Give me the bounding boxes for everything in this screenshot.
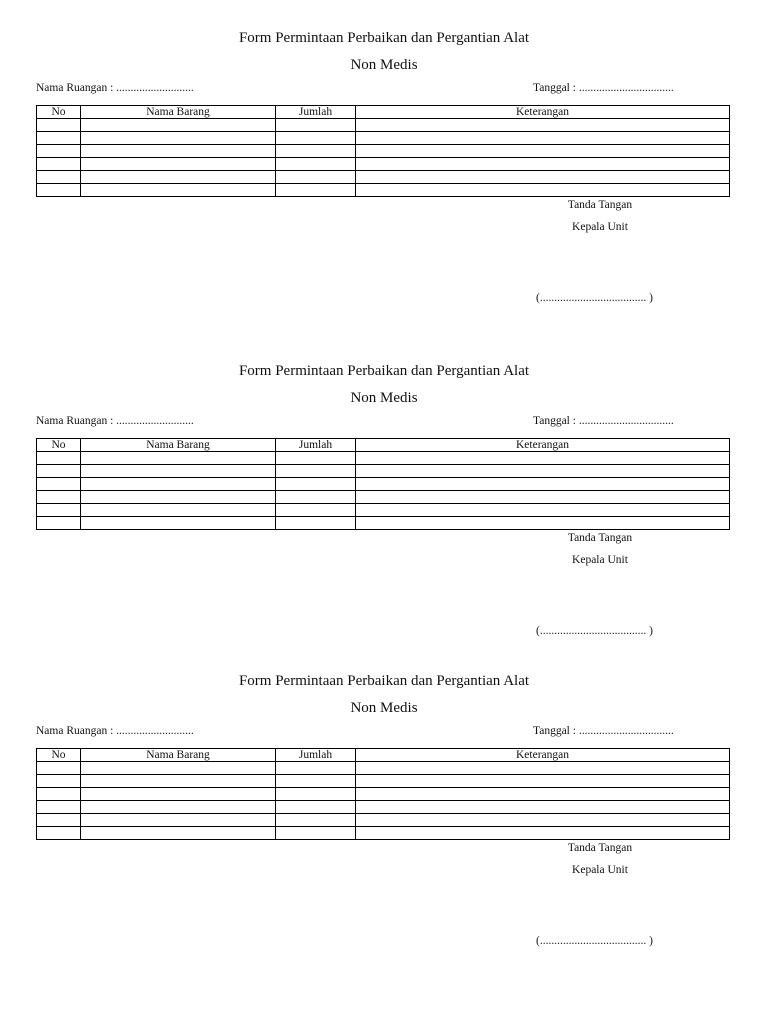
table-row <box>37 814 730 827</box>
table-cell[interactable] <box>81 827 276 840</box>
items-table <box>36 105 730 197</box>
table-cell[interactable] <box>81 119 276 132</box>
table-cell[interactable] <box>37 788 81 801</box>
table-cell[interactable] <box>276 814 356 827</box>
table-cell[interactable] <box>356 184 730 197</box>
table-header-row <box>37 106 730 119</box>
table-row <box>37 775 730 788</box>
table-cell[interactable] <box>37 762 81 775</box>
table-row <box>37 145 730 158</box>
table-cell[interactable] <box>81 158 276 171</box>
date-field: Tanggal : ................................. <box>533 415 674 427</box>
table-cell[interactable] <box>356 158 730 171</box>
table-cell[interactable] <box>81 775 276 788</box>
table-row <box>37 517 730 530</box>
table-cell[interactable] <box>356 119 730 132</box>
table-cell[interactable] <box>37 132 81 145</box>
column-header-no: No <box>37 106 81 119</box>
table-cell[interactable] <box>37 158 81 171</box>
table-row <box>37 801 730 814</box>
table-cell[interactable] <box>356 827 730 840</box>
signature-label: Tanda Tangan <box>567 532 633 544</box>
table-row <box>37 762 730 775</box>
table-cell[interactable] <box>276 145 356 158</box>
table-cell[interactable] <box>81 491 276 504</box>
date-field: Tanggal : ................................. <box>533 725 674 737</box>
signature-blank: (..................................... ) <box>536 625 653 637</box>
repair-request-form-2 <box>0 333 768 653</box>
table-cell[interactable] <box>37 465 81 478</box>
signature-label: Tanda Tangan <box>567 842 633 854</box>
table-cell[interactable] <box>81 788 276 801</box>
table-cell[interactable] <box>37 452 81 465</box>
items-table <box>36 748 730 840</box>
repair-request-form-3 <box>0 643 768 963</box>
table-cell[interactable] <box>276 465 356 478</box>
repair-request-form-1 <box>0 0 768 320</box>
table-cell[interactable] <box>37 801 81 814</box>
table-cell[interactable] <box>37 517 81 530</box>
table-cell[interactable] <box>276 478 356 491</box>
table-cell[interactable] <box>37 775 81 788</box>
signature-label: Tanda Tangan <box>567 199 633 211</box>
table-row <box>37 504 730 517</box>
signature-role: Kepala Unit <box>572 221 628 233</box>
table-cell[interactable] <box>276 504 356 517</box>
items-table <box>36 438 730 530</box>
table-cell[interactable] <box>356 478 730 491</box>
table-cell[interactable] <box>37 478 81 491</box>
table-cell[interactable] <box>276 132 356 145</box>
signature-role: Kepala Unit <box>572 864 628 876</box>
table-cell[interactable] <box>356 775 730 788</box>
table-row <box>37 119 730 132</box>
table-cell[interactable] <box>276 184 356 197</box>
signature-blank: (..................................... ) <box>536 292 653 304</box>
room-name-field: Nama Ruangan : ........................... <box>36 82 194 94</box>
table-cell[interactable] <box>81 814 276 827</box>
table-cell[interactable] <box>276 775 356 788</box>
column-header-keterangan: Keterangan <box>356 749 730 762</box>
column-header-jumlah: Jumlah <box>276 749 356 762</box>
signature-blank: (..................................... ) <box>536 935 653 947</box>
table-cell[interactable] <box>356 814 730 827</box>
table-cell[interactable] <box>37 491 81 504</box>
table-cell[interactable] <box>356 762 730 775</box>
table-cell[interactable] <box>81 452 276 465</box>
table-cell[interactable] <box>276 171 356 184</box>
table-cell[interactable] <box>81 762 276 775</box>
table-cell[interactable] <box>81 517 276 530</box>
date-field: Tanggal : ................................. <box>533 82 674 94</box>
table-header-row <box>37 439 730 452</box>
table-cell[interactable] <box>356 801 730 814</box>
column-header-jumlah: Jumlah <box>276 106 356 119</box>
column-header-nama-barang: Nama Barang <box>81 439 276 452</box>
table-row <box>37 184 730 197</box>
table-header-row <box>37 749 730 762</box>
table-cell[interactable] <box>81 504 276 517</box>
table-cell[interactable] <box>37 827 81 840</box>
column-header-jumlah: Jumlah <box>276 439 356 452</box>
form-subtitle: Non Medis <box>350 390 418 406</box>
table-cell[interactable] <box>81 184 276 197</box>
column-header-keterangan: Keterangan <box>356 106 730 119</box>
table-row <box>37 788 730 801</box>
column-header-no: No <box>37 439 81 452</box>
table-cell[interactable] <box>276 491 356 504</box>
table-row <box>37 132 730 145</box>
table-cell[interactable] <box>276 762 356 775</box>
table-cell[interactable] <box>37 814 81 827</box>
column-header-keterangan: Keterangan <box>356 439 730 452</box>
table-cell[interactable] <box>276 801 356 814</box>
table-cell[interactable] <box>81 145 276 158</box>
table-cell[interactable] <box>81 478 276 491</box>
table-cell[interactable] <box>356 171 730 184</box>
table-cell[interactable] <box>356 504 730 517</box>
form-subtitle: Non Medis <box>350 700 418 716</box>
form-subtitle: Non Medis <box>350 57 418 73</box>
room-name-field: Nama Ruangan : ........................... <box>36 415 194 427</box>
table-cell[interactable] <box>276 119 356 132</box>
form-title: Form Permintaan Perbaikan dan Pergantian Alat <box>238 673 530 689</box>
table-row <box>37 465 730 478</box>
table-cell[interactable] <box>276 827 356 840</box>
signature-role: Kepala Unit <box>572 554 628 566</box>
room-name-field: Nama Ruangan : ........................... <box>36 725 194 737</box>
table-cell[interactable] <box>37 184 81 197</box>
table-cell[interactable] <box>276 452 356 465</box>
table-cell[interactable] <box>81 465 276 478</box>
column-header-no: No <box>37 749 81 762</box>
table-row <box>37 491 730 504</box>
table-row <box>37 171 730 184</box>
form-title: Form Permintaan Perbaikan dan Pergantian Alat <box>238 30 530 46</box>
table-cell[interactable] <box>37 171 81 184</box>
table-cell[interactable] <box>356 145 730 158</box>
table-cell[interactable] <box>356 132 730 145</box>
column-header-nama-barang: Nama Barang <box>81 106 276 119</box>
table-cell[interactable] <box>356 788 730 801</box>
table-cell[interactable] <box>37 145 81 158</box>
table-cell[interactable] <box>356 517 730 530</box>
table-row <box>37 158 730 171</box>
form-title: Form Permintaan Perbaikan dan Pergantian Alat <box>238 363 530 379</box>
table-cell[interactable] <box>81 801 276 814</box>
table-cell[interactable] <box>276 788 356 801</box>
table-cell[interactable] <box>356 491 730 504</box>
table-row <box>37 478 730 491</box>
table-cell[interactable] <box>356 465 730 478</box>
table-row <box>37 452 730 465</box>
table-cell[interactable] <box>276 158 356 171</box>
table-cell[interactable] <box>81 171 276 184</box>
table-cell[interactable] <box>81 132 276 145</box>
table-cell[interactable] <box>37 119 81 132</box>
table-row <box>37 827 730 840</box>
table-cell[interactable] <box>276 517 356 530</box>
table-cell[interactable] <box>356 452 730 465</box>
column-header-nama-barang: Nama Barang <box>81 749 276 762</box>
table-cell[interactable] <box>37 504 81 517</box>
